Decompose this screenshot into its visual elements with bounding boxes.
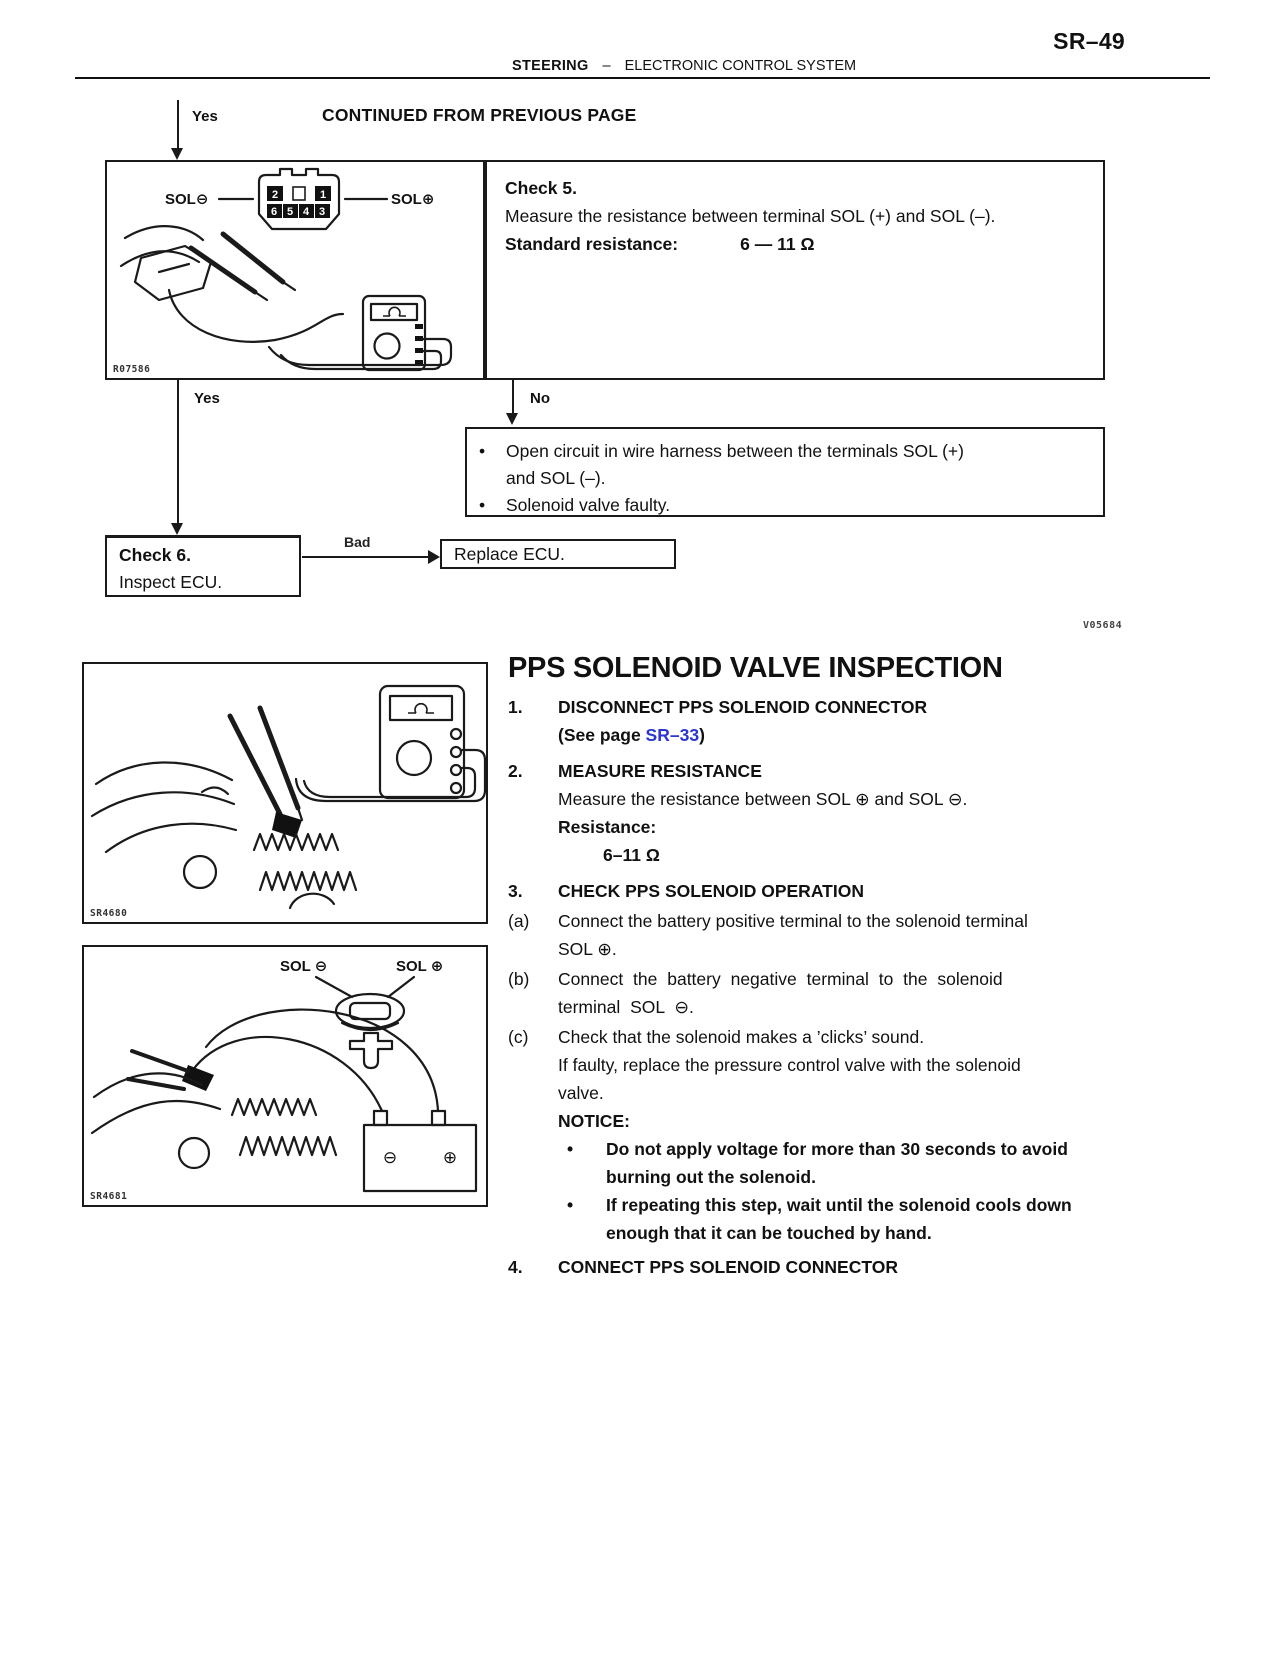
bellows — [232, 1099, 316, 1115]
bullet-icon: • — [479, 441, 486, 461]
step-number: 2. — [508, 761, 523, 781]
flow-arrowhead-top — [171, 148, 183, 160]
flow-line-bad — [302, 556, 428, 558]
substep-b-line2: terminal SOL ⊖. — [558, 997, 694, 1017]
notice-bullet-2 — [558, 1191, 1208, 1247]
standard-resistance-value: 6 — 11 Ω — [740, 234, 815, 254]
header-dash: – — [602, 58, 611, 74]
notice-1-line2: burning out the solenoid. — [606, 1167, 816, 1187]
flow-arrowhead-no — [506, 413, 518, 425]
sol-plus-label: SOL⊕ — [391, 191, 435, 208]
document-code: V05684 — [1083, 620, 1123, 631]
header-subsection: ELECTRONIC CONTROL SYSTEM — [624, 58, 857, 74]
solenoid-battery-illustration — [84, 947, 486, 1205]
battery-plus-symbol: ⊕ — [442, 1148, 458, 1168]
see-page-line — [558, 721, 1208, 749]
pin-6-label: 6 — [270, 206, 278, 218]
check5-standard — [505, 230, 1085, 258]
see-page-suffix: ) — [699, 725, 705, 745]
yes-label-top: Yes — [192, 108, 218, 125]
notice-label: NOTICE: — [558, 1111, 630, 1131]
ohm-symbol — [383, 307, 406, 316]
meter-dial — [375, 334, 400, 359]
step-number: 4. — [508, 1257, 523, 1277]
check6-body: Inspect ECU. — [119, 572, 223, 592]
no-result-box — [465, 427, 1105, 517]
step-title: DISCONNECT PPS SOLENOID CONNECTOR — [558, 697, 928, 717]
yes-label-bottom: Yes — [194, 390, 220, 407]
step-number: 3. — [508, 881, 523, 901]
connector-clip — [350, 1033, 392, 1068]
bellows — [260, 872, 356, 890]
bellows — [240, 1137, 336, 1155]
bullet-icon: • — [479, 495, 486, 515]
pin-1-label: 1 — [319, 189, 327, 201]
substep-c-line1: Check that the solenoid makes a ’clicks’ sound. — [558, 1027, 925, 1047]
header-rule — [75, 77, 1210, 79]
bellows — [254, 834, 338, 850]
check5-body: Measure the resistance between terminal SOL (+) and SOL (–). — [505, 206, 996, 226]
substep-c-cont1: If faulty, replace the pressure control valve with the solenoid — [558, 1055, 1021, 1075]
resistance-value: 6–11 Ω — [603, 845, 660, 865]
flow-arrowhead-yes — [171, 523, 183, 535]
step-title: CHECK PPS SOLENOID OPERATION — [558, 881, 864, 901]
step-4 — [508, 1253, 1208, 1281]
standard-resistance-label: Standard resistance: — [505, 234, 679, 254]
check5-figure-box — [105, 160, 485, 380]
sol-minus-label: SOL⊖ — [165, 191, 209, 208]
substep-label: (c) — [508, 1027, 529, 1047]
notice-1-line1: Do not apply voltage for more than 30 seconds to avoid — [606, 1139, 1068, 1159]
figure-code: R07586 — [113, 364, 151, 375]
step-title: MEASURE RESISTANCE — [558, 761, 762, 781]
no-result-line2: Solenoid valve faulty. — [506, 495, 671, 515]
notice-2-line2: enough that it can be touched by hand. — [606, 1223, 932, 1243]
no-label: No — [530, 390, 550, 407]
ohmmeter-connector-illustration — [107, 162, 483, 378]
meter-dial — [397, 741, 431, 775]
solenoid-terminal — [272, 812, 302, 838]
pin-5-label: 5 — [286, 206, 294, 218]
step-3 — [508, 877, 1208, 905]
substep-a-line1: Connect the battery positive terminal to the solenoid terminal — [558, 911, 1028, 931]
check5-box — [485, 160, 1105, 380]
substep-label: (a) — [508, 911, 530, 931]
replace-ecu-box: Replace ECU. — [440, 539, 676, 569]
figure-code: SR4680 — [90, 908, 128, 919]
substep-b — [508, 965, 1208, 1021]
flow-line-top — [177, 100, 179, 148]
resistance-label: Resistance: — [558, 817, 657, 837]
figure-code: SR4681 — [90, 1191, 128, 1202]
battery-positive-post — [432, 1111, 445, 1125]
check6-title: Check 6. — [119, 545, 191, 565]
page-number: SR–49 — [1053, 28, 1125, 54]
see-page-prefix: (See page — [558, 725, 646, 745]
pin-4-label: 4 — [302, 206, 310, 218]
substep-c — [508, 1023, 1208, 1247]
resistance-check-figure-box — [82, 662, 488, 924]
step-number: 1. — [508, 697, 523, 717]
battery-minus-symbol: ⊖ — [382, 1148, 398, 1168]
check6-box — [105, 535, 301, 597]
sol-minus-label: SOL ⊖ — [280, 958, 328, 975]
sol-plus-label: SOL ⊕ — [396, 958, 444, 975]
solenoid-operation-figure-box — [82, 945, 488, 1207]
step-2-body: Measure the resistance between SOL ⊕ and SOL ⊖. — [558, 789, 968, 809]
no-result-line1b: and SOL (–). — [506, 468, 606, 488]
battery — [364, 1125, 476, 1191]
step-2 — [508, 757, 1208, 785]
no-result-item — [479, 438, 1091, 492]
no-result-line1: Open circuit in wire harness between the terminals SOL (+) — [506, 441, 964, 461]
page-link-sr33[interactable]: SR–33 — [645, 725, 700, 745]
flow-arrowhead-bad — [428, 550, 440, 564]
substep-a — [508, 907, 1208, 963]
header-title — [512, 58, 856, 74]
substep-b-line1: Connect the battery negative terminal to the solenoid — [558, 969, 1003, 989]
substep-c-cont2: valve. — [558, 1083, 604, 1103]
flow-line-no — [512, 380, 514, 413]
bad-label: Bad — [344, 534, 371, 550]
bullet-icon: • — [567, 1195, 574, 1215]
bullet-icon: • — [567, 1139, 574, 1159]
pps-inspection-section — [508, 652, 1208, 1281]
section-title: PPS SOLENOID VALVE INSPECTION — [508, 652, 1003, 684]
substep-label: (b) — [508, 969, 530, 989]
check5-title: Check 5. — [505, 178, 577, 198]
header-section: STEERING — [512, 58, 589, 74]
solenoid-resistance-illustration — [84, 664, 486, 922]
ohm-symbol — [408, 704, 434, 713]
no-result-item — [479, 492, 1091, 519]
continued-from-previous-page: CONTINUED FROM PREVIOUS PAGE — [322, 105, 637, 125]
step-title: CONNECT PPS SOLENOID CONNECTOR — [558, 1257, 898, 1277]
pin-3-label: 3 — [318, 206, 326, 218]
substep-a-line2: SOL ⊕. — [558, 939, 617, 959]
notice-bullet-1 — [558, 1135, 1208, 1191]
pin-2-label: 2 — [271, 189, 279, 201]
step-1 — [508, 693, 1208, 721]
battery-negative-post — [374, 1111, 387, 1125]
flow-line-yes — [177, 380, 179, 523]
notice-2-line1: If repeating this step, wait until the solenoid cools down — [606, 1195, 1072, 1215]
